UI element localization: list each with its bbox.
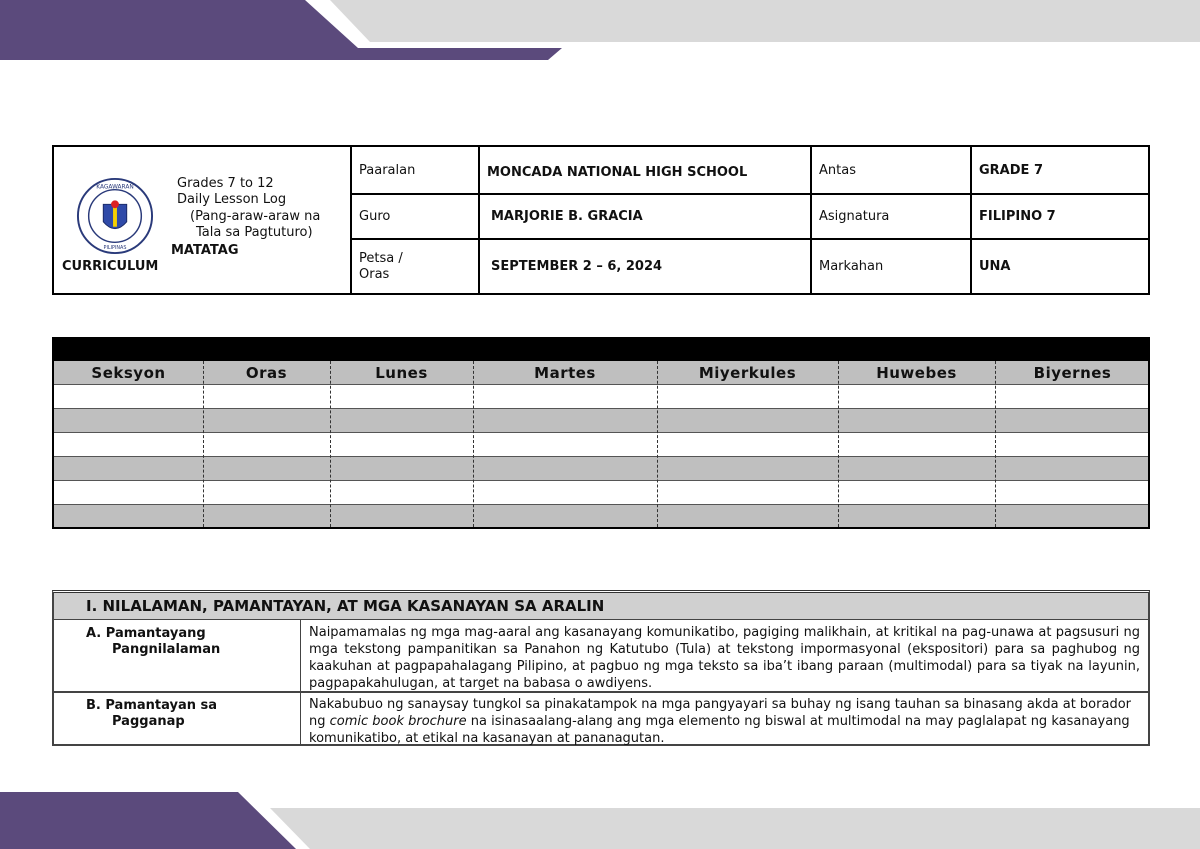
svg-text:PILIPINAS: PILIPINAS <box>103 245 127 252</box>
log-subtitle-text-2: Tala sa Pagtuturo) <box>196 225 313 240</box>
lesson-log-header-table <box>52 145 1150 295</box>
performance-standard-label: B. Pamantayan sa Pagganap <box>86 698 218 729</box>
teacher-label: Guro <box>359 209 391 224</box>
content-standard-text: Naipamamalas ng mga mag-aaral ang kasanayang komunikatibo, pagiging malikhain, at kritikal na pag-unawa at pagsusuri ng mga tekstong pampanitikan sa Panahon ng Katutubo (Tula) at tekstong impormasyonal (ekspositori) para sa paghubog ng kaakuhan at pagpapahalagang Pilipino, at pagbuo ng mga teksto sa iba’t ibang paraan (multimodal) para sa tiyak na layunin, pagpapakahulugan, at target na babasa o awdiyens. <box>309 625 1140 691</box>
column-header-biyernes: Biyernes <box>1033 364 1112 382</box>
subject-label: Asignatura <box>819 209 890 224</box>
table-row <box>54 409 1148 433</box>
column-header-huwebes: Huwebes <box>876 364 957 382</box>
teacher-value: MARJORIE B. GRACIA <box>491 209 643 224</box>
table-row <box>54 433 1148 457</box>
school-label: Paaralan <box>359 162 416 178</box>
table-row <box>54 505 1148 527</box>
curriculum-label-text: CURRICULUM <box>62 259 159 274</box>
school-value: MONCADA NATIONAL HIGH SCHOOL <box>487 164 748 180</box>
bottom-purple-band <box>0 792 296 849</box>
column-header-lunes: Lunes <box>375 364 428 382</box>
content-standards-table <box>52 590 1150 746</box>
column-header-seksyon: Seksyon <box>91 364 166 382</box>
column-header-oras: Oras <box>245 364 288 382</box>
table-row <box>54 481 1148 505</box>
column-header-miyerkules: Miyerkules <box>698 364 797 382</box>
class-schedule-table <box>52 337 1150 529</box>
table-row <box>54 457 1148 481</box>
section-title: I. NILALAMAN, PAMANTAYAN, AT MGA KASANAYAN SA ARALIN <box>54 593 1148 620</box>
grade-label: Antas <box>819 162 856 178</box>
schedule-title-bar <box>54 339 1148 361</box>
quarter-value: UNA <box>979 259 1011 274</box>
performance-standard-text: Nakabubuo ng sanaysay tungkol sa pinakatampok na mga pangyayari sa buhay ng isang tauhan sa binasang akda at borador ng comic book brochure na isinasaalang-alang ang mga elemento ng biswal at multimodal na may paglalapat ng kasanayang komunikatibo, at etikal na kasanayan at pananagutan. <box>309 697 1131 746</box>
svg-text:KAGAWARAN: KAGAWARAN <box>96 184 134 191</box>
content-standard-label: A. Pamantayang Pangnilalaman <box>86 626 221 657</box>
bottom-gray-band <box>270 808 1200 849</box>
grade-value: GRADE 7 <box>979 162 1043 178</box>
quarter-label: Markahan <box>819 259 884 274</box>
table-row <box>54 385 1148 409</box>
schedule-header-row <box>54 361 1148 385</box>
curriculum-name-text: MATATAG <box>171 243 239 258</box>
date-value: SEPTEMBER 2 – 6, 2024 <box>491 259 663 274</box>
subject-value: FILIPINO 7 <box>979 209 1056 224</box>
deped-seal-icon <box>76 177 154 255</box>
log-title-text: Daily Lesson Log <box>177 192 287 207</box>
date-time-label: Petsa / Oras <box>359 250 403 282</box>
top-gray-band <box>330 0 1200 42</box>
column-header-martes: Martes <box>534 364 596 382</box>
log-subtitle-text: (Pang-araw-araw na <box>190 209 321 224</box>
grade-level-text: Grades 7 to 12 <box>177 176 274 191</box>
